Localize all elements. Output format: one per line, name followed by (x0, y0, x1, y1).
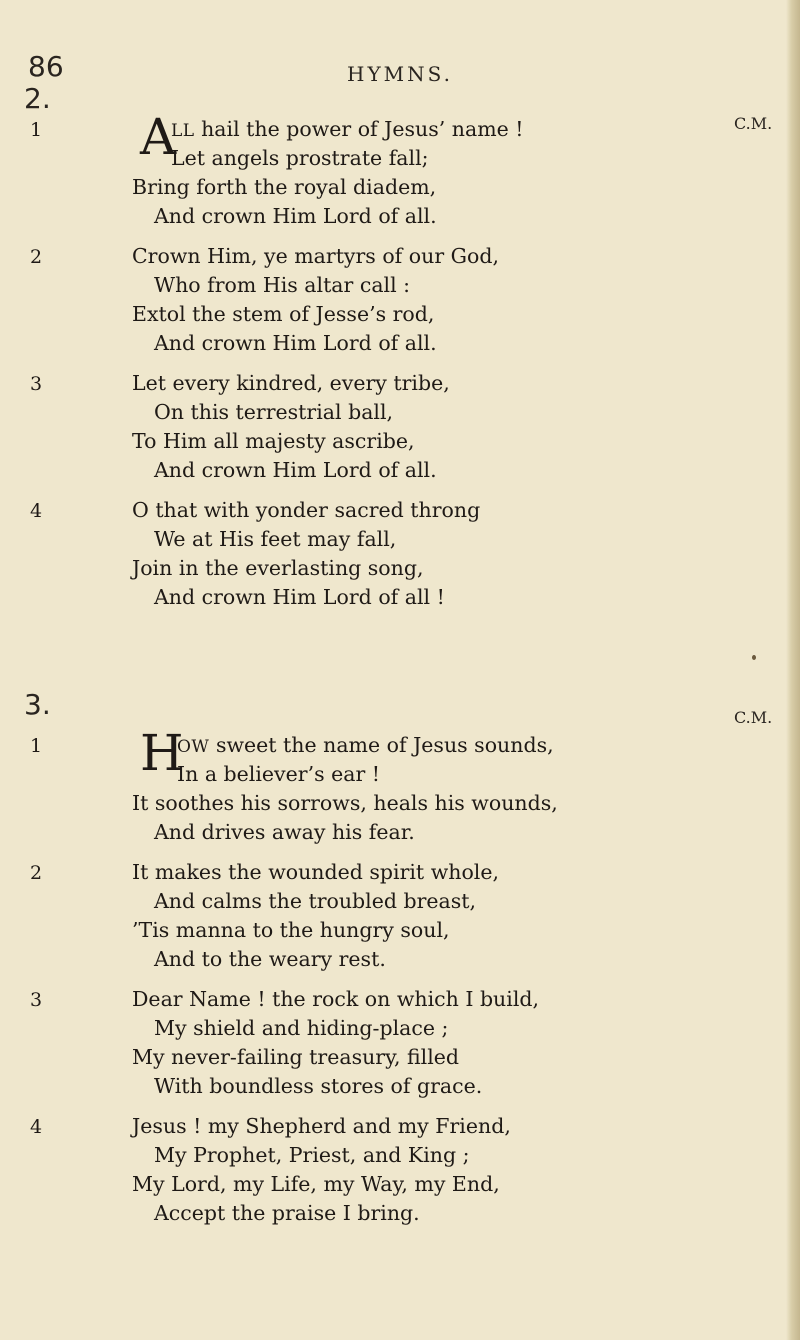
drop-cap: A (140, 108, 177, 166)
verse-line: And crown Him Lord of all ! (154, 585, 445, 609)
verse-line: And to the weary rest. (154, 947, 386, 971)
verse-line: On this terrestrial ball, (154, 400, 394, 424)
verse-number: 3 (30, 373, 43, 395)
verse-line: It soothes his sorrows, heals his wounds, (132, 791, 558, 815)
verse-line: O that with yonder sacred throng (132, 498, 481, 522)
hymn-number: 3. (24, 688, 51, 721)
verse-number: 1 (30, 735, 43, 757)
first-line-text: hail the power of Jesus’ name ! (194, 117, 524, 141)
verse-number: 3 (30, 989, 43, 1011)
verse-line: It makes the wounded spirit whole, (132, 860, 499, 884)
verse-line: We at His feet may fall, (154, 527, 397, 551)
page-number: 86 (28, 50, 64, 83)
verse-number: 2 (30, 246, 43, 268)
first-word-rest: LL (171, 121, 195, 141)
verse-line: In a believer’s ear ! (177, 762, 381, 786)
verse-line: My Prophet, Priest, and King ; (154, 1143, 470, 1167)
verse-line: Join in the everlasting song, (132, 556, 424, 580)
verse-line: Dear Name ! the rock on which I build, (132, 987, 540, 1011)
verse-line: My shield and hiding-place ; (154, 1016, 449, 1040)
verse-number: 2 (30, 862, 43, 884)
verse-line: To Him all majesty ascribe, (132, 429, 415, 453)
verse-line: And crown Him Lord of all. (154, 458, 437, 482)
drop-cap: H (140, 724, 184, 782)
hymn-number: 2. (24, 82, 51, 115)
verse-line: My never-failing treasury, filled (132, 1045, 460, 1069)
verse-line: With boundless stores of grace. (154, 1074, 483, 1098)
first-line-text: sweet the name of Jesus sounds, (209, 733, 554, 757)
verse-line: Jesus ! my Shepherd and my Friend, (132, 1114, 511, 1138)
verse-number: 4 (30, 500, 43, 522)
verse-line: Let every kindred, every tribe, (132, 371, 450, 395)
verse-line: ’Tis manna to the hungry soul, (132, 918, 450, 942)
verse-line: Who from His altar call : (154, 273, 411, 297)
verse-number: 4 (30, 1116, 43, 1138)
verse-line: Let angels prostrate fall; (171, 146, 429, 170)
first-word-rest: OW (177, 737, 210, 757)
hymn-meter: C.M. (734, 708, 773, 727)
page-edge-shadow (786, 0, 800, 1340)
verse-number: 1 (30, 119, 43, 141)
hymn-meter: C.M. (734, 114, 773, 133)
verse-line: Crown Him, ye martyrs of our God, (132, 244, 500, 268)
verse-line: My Lord, my Life, my Way, my End, (132, 1172, 500, 1196)
verse-line: Bring forth the royal diadem, (132, 175, 437, 199)
verse-line: Accept the praise I bring. (154, 1201, 420, 1225)
verse-line: And crown Him Lord of all. (154, 331, 437, 355)
verse-line: And calms the troubled breast, (154, 889, 477, 913)
ink-speck (752, 655, 756, 660)
verse-line: And drives away his fear. (154, 820, 415, 844)
verse-line: And crown Him Lord of all. (154, 204, 437, 228)
running-header: HYMNS. (347, 62, 453, 86)
verse-line: Extol the stem of Jesse’s rod, (132, 302, 435, 326)
